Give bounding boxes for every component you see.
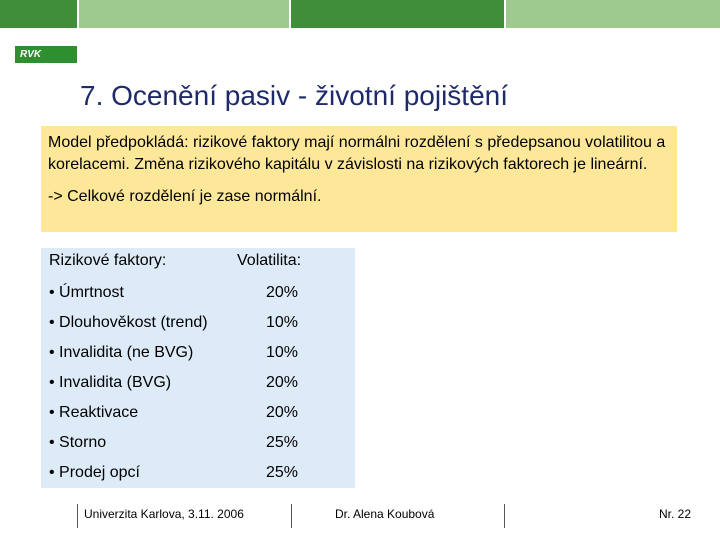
volatility-header: Volatilita: <box>237 252 302 269</box>
footer-author: Dr. Alena Koubová <box>335 507 435 521</box>
risk-factor-name: • Dlouhověkost (trend) <box>49 314 208 331</box>
risk-factor-name: • Invalidita (ne BVG) <box>49 344 194 361</box>
volatility-value: 20% <box>266 404 299 421</box>
page-number: Nr. 22 <box>659 507 692 521</box>
risk-factor-name: • Úmrtnost <box>49 284 124 301</box>
risk-factor-name: • Storno <box>49 434 107 451</box>
table-row <box>49 434 349 456</box>
top-bar-segment-1 <box>0 0 77 28</box>
volatility-value: 20% <box>266 374 299 391</box>
footer-institution: Univerzita Karlova, 3.11. 2006 <box>84 507 244 521</box>
footer-divider <box>291 504 292 528</box>
table-row <box>49 314 349 336</box>
page-title: 7. Ocenění pasiv - životní pojištění <box>80 80 508 111</box>
intro-box <box>41 126 677 232</box>
risk-factor-name: • Prodej opcí <box>49 464 140 481</box>
volatility-value: 25% <box>266 464 299 481</box>
table-row <box>49 464 349 486</box>
risk-factors-header: Rizikové faktory: <box>49 252 167 269</box>
volatility-value: 20% <box>266 284 299 301</box>
top-bar-segment-2 <box>79 0 289 28</box>
table-row <box>49 284 349 306</box>
table-row <box>49 344 349 366</box>
table-row <box>49 404 349 426</box>
intro-conclusion: -> Celkové rozdělení je zase normální. <box>48 188 322 205</box>
top-bar-segment-4 <box>506 0 720 28</box>
risk-factor-name: • Reaktivace <box>49 404 139 421</box>
volatility-value: 25% <box>266 434 299 451</box>
top-bar-segment-3 <box>291 0 504 28</box>
volatility-value: 10% <box>266 314 299 331</box>
footer-divider <box>77 504 78 528</box>
footer-divider <box>504 504 505 528</box>
intro-paragraph: Model předpokládá: rizikové faktory mají normálni rozdělení s předepsanou volatilitou a korelacemi. Změna rizikového kapitálu v závislosti na rizikových faktorech je lineární. <box>48 134 666 173</box>
risk-factor-name: • Invalidita (BVG) <box>49 374 172 391</box>
table-row <box>49 374 349 396</box>
logo: RVK <box>15 46 77 63</box>
volatility-value: 10% <box>266 344 299 361</box>
